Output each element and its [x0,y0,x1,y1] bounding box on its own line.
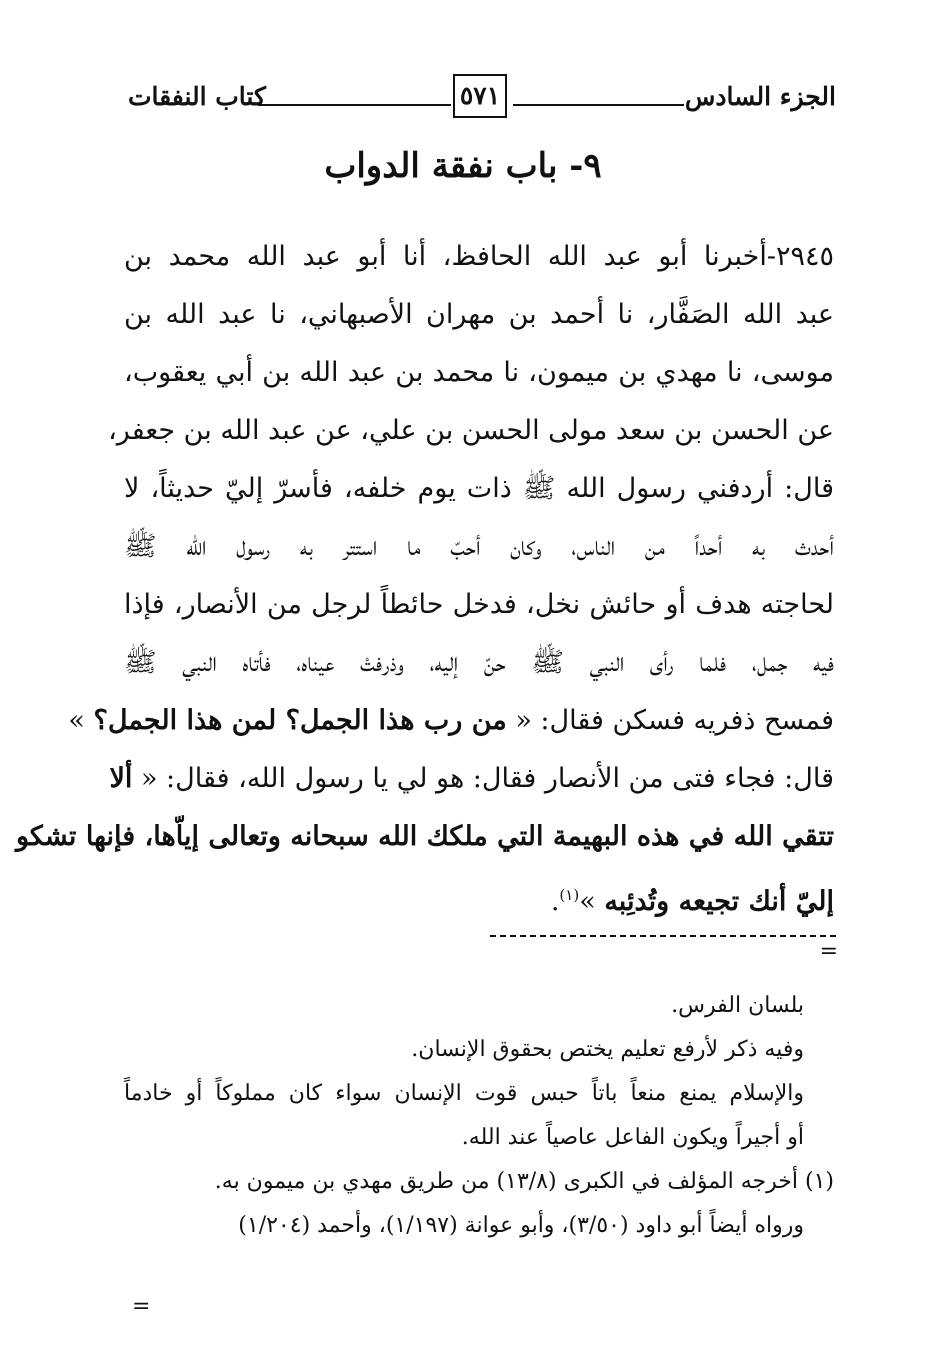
footnote-marker: (١) [559,886,580,904]
footnote-line: وفيه ذكر لأرفع تعليم يختص بحقوق الإنسان. [411,1037,804,1062]
continuation-mark: = [819,939,838,964]
text-line: عن الحسن بن سعد مولى الحسن بن علي، عن عبد الله بن جعفر، [108,415,834,446]
text-line: عبد الله الصَفَّار، نا أحمد بن مهران الأصبهاني، نا عبد الله بن [124,299,835,330]
footnote-separator [490,935,836,937]
footnote-line: أو أجيراً ويكون الفاعل عاصياً عند الله. [461,1125,804,1150]
quote-close: » [579,886,596,917]
footnote-line: ورواه أيضاً أبو داود (٣/٥٠)، وأبو عوانة (١/١٩٧)، وأحمد (١/٢٠٤) [238,1213,804,1238]
header-rule-right [513,104,684,106]
footnote-line: بلسان الفرس. [671,993,804,1018]
continuation-mark: = [132,1294,151,1319]
text-line [68,692,834,750]
header-part-title: الجزء السادس [684,82,836,111]
footnote-line: والإسلام يمنع منعاً باتاً حبس قوت الإنسان سواء كان مملوكاً أو خادماً [124,1081,804,1106]
text-line: موسى، نا مهدي بن ميمون، نا محمد بن عبد الله بن أبي يعقوب، [124,357,834,388]
footnote-1: (١) أخرجه المؤلف في الكبرى (١٣/٨) من طريق مهدي بن ميمون به. [214,1169,834,1194]
quote-close: » [68,705,85,736]
quoted-speech: ألا [109,763,133,794]
quoted-speech: من رب هذا الجمل؟ لمن هذا الجمل؟ [93,705,507,736]
text-line: قال: أردفني رسول الله ﷺ ذات يوم خلفه، فأسرّ إليّ حديثاً، لا [124,473,834,504]
footnotes [124,984,834,1248]
header-book-title: كتاب النفقات [128,82,266,111]
text-line: فيه جمل، فلما رأى النبي ﷺ حنّ إليه، وذرفتْ عيناه، فأتاه النبي ﷺ [124,647,834,678]
text-line [124,866,834,924]
hadith-text [15,228,835,924]
text-line: ٢٩٤٥-أخبرنا أبو عبد الله الحافظ، أنا أبو عبد الله محمد بن [124,241,834,272]
text-line: تتقي الله في هذه البهيمة التي ملكك الله سبحانه وتعالى إياّها، فإنها تشكو [15,821,834,852]
line-period: . [550,886,560,917]
text-line [109,750,834,808]
text-line: لحاجته هدف أو حائش نخل، فدخل حائطاً لرجل من الأنصار، فإذا [124,589,834,620]
line-text: قال: فجاء فتى من الأنصار فقال: هو لي يا رسول الله، فقال: « [140,763,834,794]
text-line: أحدث به أحداً من الناس، وكان أحبّ ما استتر به رسول الله ﷺ [124,531,834,562]
line-text: فمسح ذفريه فسكن فقال: « [515,705,834,736]
quoted-speech: إليّ أنك تجيعه وتُدئِبه [604,886,834,917]
header-rule-left [258,104,451,106]
chapter-title: ٩- باب نفقة الدواب [324,146,602,186]
running-header [128,74,836,124]
page-number: ٥٧١ [453,74,507,118]
